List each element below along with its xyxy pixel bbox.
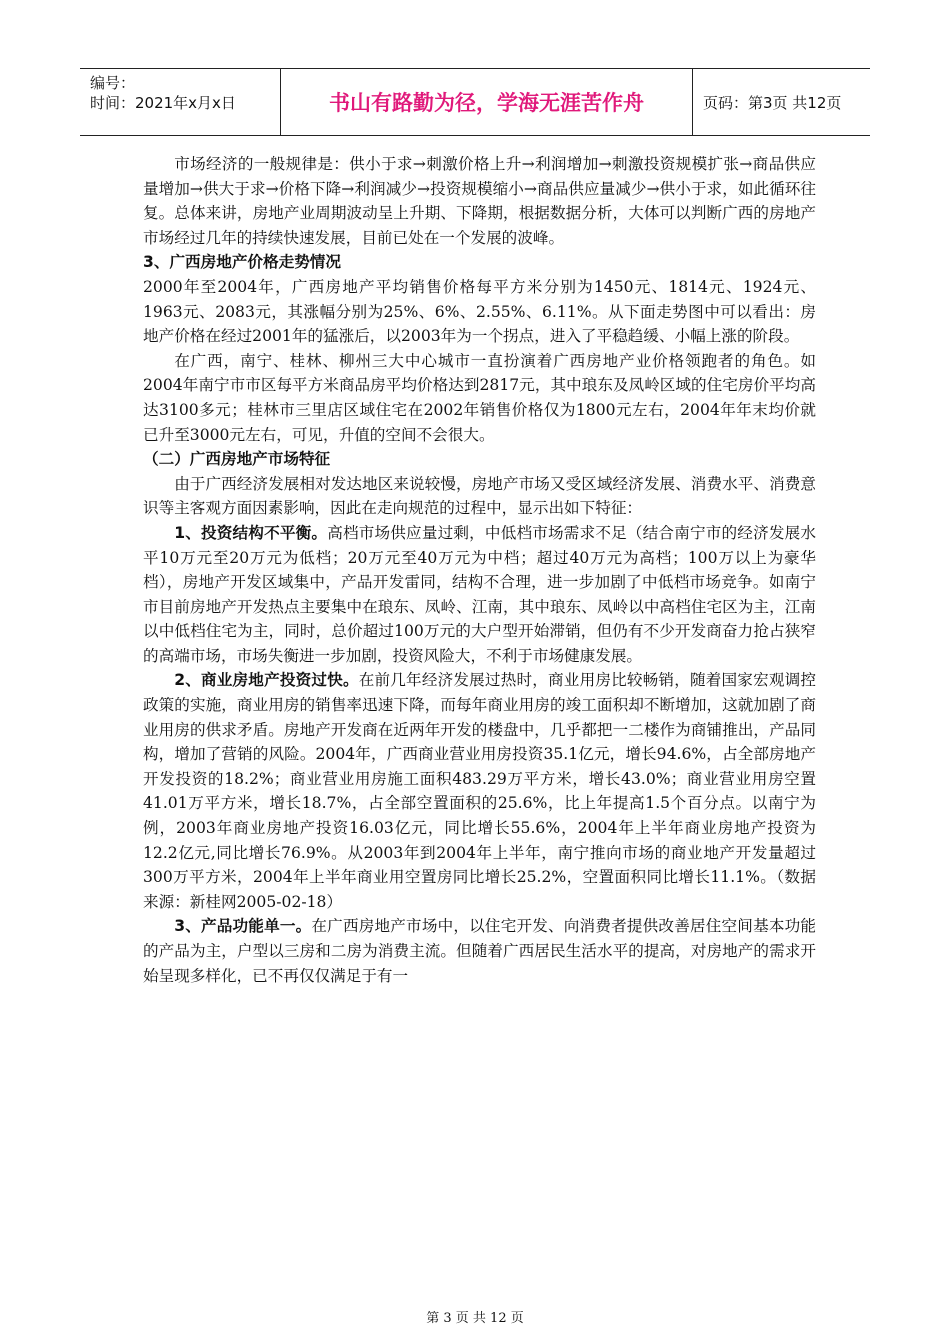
section-heading-market-features: （二）广西房地产市场特征 <box>143 450 331 469</box>
page-header <box>80 68 870 136</box>
header-motto: 书山有路勤为径，学海无涯苦作舟 <box>281 69 693 135</box>
paragraph-price-data: 2000年至2004年，广西房地产平均销售价格每平方米分别为1450元、1814元、1924元、1963元、2083元，其涨幅分别为25%、6%、2.55%、6.11%。从下面走势图中可以看出：房地产价格在经过2001年的猛涨后，以2003年为一个拐点，进入了平稳趋缓、小幅上涨的阶段。 <box>143 277 816 346</box>
feature-2-lead: 2、商业房地产投资过快。 <box>174 671 359 690</box>
feature-3-lead: 3、产品功能单一。 <box>174 917 312 936</box>
feature-1-text: 高档市场供应量过剩，中低档市场需求不足（结合南宁市的经济发展水平10万元至20万元为低档；20万元至40万元为中档；超过40万元为高档；100万以上为豪华档），房地产开发区域集中，产品开发雷同，结构不合理，进一步加剧了中低档市场竞争。如南宁市目前房地产开发热点主要集中在琅东、凤岭、江南，其中琅东、凤岭以中高档住宅区为主，江南以中低档住宅为主，同时，总价超过100万元的大户型开始滞销，但仍有不少开发商奋力抢占狭窄的高端市场，市场失衡进一步加剧，投资风险大，不利于市场健康发展。 <box>143 523 816 665</box>
section-heading-price-trend: 3、广西房地产价格走势情况 <box>143 253 341 272</box>
document-date: 时间：2021年x月x日 <box>90 94 236 112</box>
feature-1-lead: 1、投资结构不平衡。 <box>174 523 328 542</box>
document-number-label: 编号： <box>90 74 136 92</box>
paragraph-features-intro: 由于广西经济发展相对发达地区来说较慢，房地产市场又受区域经济发展、消费水平、消费意识等主客观方面因素影响，因此在走向规范的过程中，显示出如下特征： <box>143 474 816 518</box>
paragraph-investment-structure <box>143 521 816 669</box>
document-body <box>143 152 816 988</box>
page-footer: 第 3 页 共 12 页 <box>426 1311 524 1326</box>
header-meta <box>80 69 281 135</box>
header-page-info: 页码：第3页 共12页 <box>703 93 842 112</box>
feature-2-text: 在前几年经济发展过热时，商业用房比较畅销，随着国家宏观调控政策的实施，商业用房的销售率迅速下降，而每年商业用房的竣工面积却不断增加，这就加剧了商业用房的供求矛盾。房地产开发商在近两年开发的楼盘中，几乎都把一二楼作为商铺推出，产品同构，增加了营销的风险。2004年，广西商业营业用房投资35.1亿元，增长94.6%，占全部房地产开发投资的18.2%；商业营业用房施工面积483.29万平方米，增长43.0%；商业营业用房空置41.01万平方米，增长18.7%，占全部空置面积的25.6%，比上年提高1.5个百分点。以南宁为例，2003年商业房地产投资16.03亿元，同比增长55.6%，2004年上半年商业房地产投资为12.2亿元,同比增长76.9%。从2003年到2004年上半年，南宁推向市场的商业地产开发量超过300万平方米，2004年上半年商业用空置房同比增长25.2%，空置面积同比增长11.1%。（数据来源：新桂网2005-02-18） <box>143 671 816 911</box>
paragraph-commercial-investment <box>143 668 816 914</box>
paragraph-market-cycle: 市场经济的一般规律是：供小于求→刺激价格上升→利润增加→刺激投资规模扩张→商品供应量增加→供大于求→价格下降→利润减少→投资规模缩小→商品供应量减少→供小于求，如此循环往复。总体来讲，房地产业周期波动呈上升期、下降期，根据数据分析，大体可以判断广西的房地产市场经过几年的持续快速发展，目前已处在一个发展的波峰。 <box>143 155 816 247</box>
paragraph-product-function <box>143 914 816 988</box>
feature-3-text: 在广西房地产市场中，以住宅开发、向消费者提供改善居住空间基本功能的产品为主，户型以三房和二房为消费主流。但随着广西居民生活水平的提高，对房地产的需求开始呈现多样化，已不再仅仅满足于有一 <box>143 917 816 985</box>
paragraph-central-cities: 在广西，南宁、桂林、柳州三大中心城市一直扮演着广西房地产业价格领跑者的角色。如2004年南宁市市区每平方米商品房平均价格达到2817元，其中琅东及凤岭区域的住宅房价平均高达3100多元；桂林市三里店区域住宅在2002年销售价格仅为1800元左右，2004年年末均价就已升至3000元左右，可见，升值的空间不会很大。 <box>143 351 816 444</box>
